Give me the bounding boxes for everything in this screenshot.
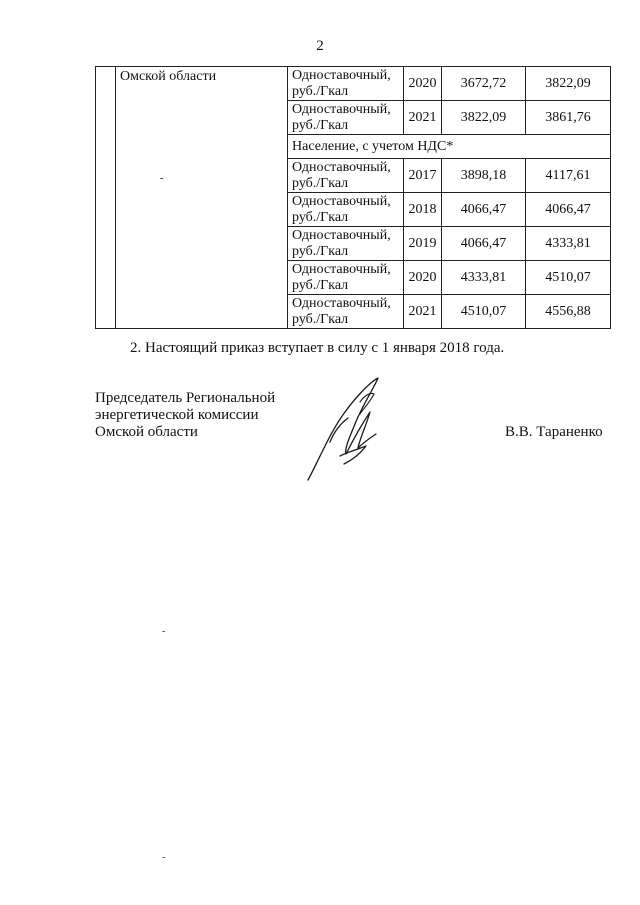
year-cell: 2019 — [404, 227, 442, 261]
scan-mark: - — [162, 852, 166, 863]
value1-cell: 4066,47 — [442, 227, 526, 261]
value1-cell: 4333,81 — [442, 261, 526, 295]
handwritten-signature — [300, 372, 400, 487]
scan-mark: - — [162, 626, 166, 637]
tariff-table — [95, 66, 611, 329]
signatory-title-line: Председатель Региональной — [95, 390, 276, 406]
value1-cell: 3672,72 — [442, 67, 526, 101]
value1-cell: 4066,47 — [442, 193, 526, 227]
year-cell: 2020 — [404, 261, 442, 295]
year-cell: 2017 — [404, 159, 442, 193]
region-label: Омской области — [120, 69, 217, 84]
unit-cell: Одноставочный, руб./Гкал — [288, 159, 404, 193]
unit-cell: Одноставочный, руб./Гкал — [288, 295, 404, 329]
year-cell: 2021 — [404, 295, 442, 329]
signatory-title-line: Омской области — [95, 424, 198, 440]
unit-cell: Одноставочный, руб./Гкал — [288, 67, 404, 101]
dash-mark: - — [160, 173, 164, 184]
unit-cell: Одноставочный, руб./Гкал — [288, 101, 404, 135]
year-cell: 2020 — [404, 67, 442, 101]
signatory-title-line: энергетической комиссии — [95, 407, 259, 423]
region-cell — [116, 67, 288, 329]
value2-cell: 3822,09 — [526, 67, 611, 101]
unit-cell: Одноставочный, руб./Гкал — [288, 227, 404, 261]
page-number: 2 — [316, 38, 324, 54]
value2-cell: 4510,07 — [526, 261, 611, 295]
unit-cell: Одноставочный, руб./Гкал — [288, 261, 404, 295]
clause-text: 2. Настоящий приказ вступает в силу с 1 января 2018 года. — [130, 340, 505, 356]
value1-cell: 3822,09 — [442, 101, 526, 135]
value1-cell: 3898,18 — [442, 159, 526, 193]
unit-cell: Одноставочный, руб./Гкал — [288, 193, 404, 227]
value2-cell: 4066,47 — [526, 193, 611, 227]
empty-cell — [96, 67, 116, 329]
year-cell: 2018 — [404, 193, 442, 227]
value2-cell: 4117,61 — [526, 159, 611, 193]
subheader-cell: Население, с учетом НДС* — [288, 135, 611, 159]
signatory-name: В.В. Тараненко — [505, 424, 603, 440]
signatory-title — [95, 390, 275, 441]
value1-cell: 4510,07 — [442, 295, 526, 329]
value2-cell: 3861,76 — [526, 101, 611, 135]
year-cell: 2021 — [404, 101, 442, 135]
value2-cell: 4556,88 — [526, 295, 611, 329]
value2-cell: 4333,81 — [526, 227, 611, 261]
table-row — [96, 67, 611, 101]
